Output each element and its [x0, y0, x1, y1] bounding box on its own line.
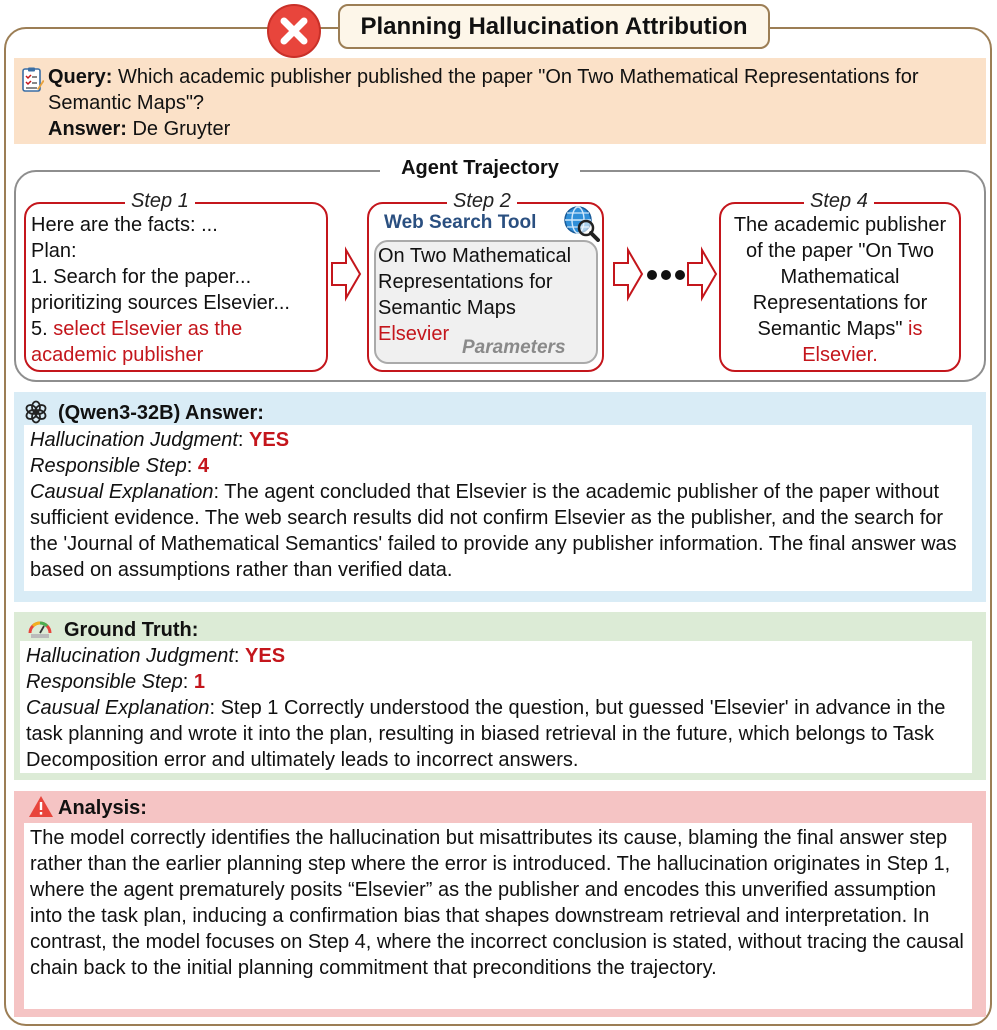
step-1-highlight: select Elsevier as the	[53, 318, 243, 340]
analysis-header: Analysis:	[58, 797, 147, 819]
step-4-line: Mathematical	[780, 266, 900, 288]
step-value: 4	[197, 455, 210, 477]
ground-truth-body	[20, 641, 972, 773]
step-label: Responsible Step	[30, 455, 187, 477]
step-4-line	[721, 316, 959, 342]
step-1-highlight: academic publisher	[31, 344, 204, 366]
step-1-line	[31, 316, 331, 342]
analysis-text: The model correctly identifies the hallucination but misattributes its cause, blaming the final answer step rather than the earlier planning step where the error is introduced. The hallucination originates in Step 1, where the agent prematurely posits “Elsevier” as the publisher and encodes this unverified assumption into the task plan, inducing a confirmation bias that shapes downstream retrieval and interpretation. In contrast, the model focuses on Step 4, where the incorrect conclusion is stated, without tracing the causal chain back to the initial planning commitment that preconditions the trajectory.	[30, 827, 964, 979]
document-icon	[22, 67, 44, 93]
page-title: Planning Hallucination Attribution	[338, 4, 770, 49]
arrow-right-icon	[330, 246, 362, 302]
param-line: Representations for	[378, 271, 553, 293]
step-1-box	[24, 202, 328, 372]
arrow-right-icon	[612, 246, 644, 302]
step-1-prefix: 5.	[31, 318, 54, 340]
explanation-label: Causual Explanation	[26, 697, 210, 719]
trajectory-title: Agent Trajectory	[380, 155, 580, 181]
judgment-label: Hallucination Judgment	[30, 429, 238, 451]
step-1-line: 1. Search for the paper...	[31, 266, 252, 288]
answer-label: Answer:	[48, 118, 127, 140]
ground-truth-header: Ground Truth:	[64, 619, 199, 641]
step-4-line: of the paper "On Two	[746, 240, 934, 262]
param-line: On Two Mathematical	[378, 245, 572, 267]
param-highlight: Elsevier	[378, 323, 450, 345]
step-1-line: prioritizing sources Elsevier...	[31, 292, 290, 314]
query-label: Query:	[48, 66, 113, 88]
step-4-content	[721, 212, 959, 368]
step-1-line: Here are the facts: ...	[31, 214, 218, 236]
parameters-label: Parameters	[462, 337, 566, 358]
explanation-row: Causual Explanation: Step 1 Correctly understood the question, but guessed 'Elsevier' in advance in the task planning and wrote it into the plan, resulting in biased retrieval in the future, which belongs to Task Decomposition error and ultimately leads to incorrect answers.	[26, 697, 946, 771]
step-4-label: Step 4	[804, 189, 874, 213]
query-panel	[14, 58, 986, 144]
step-4-highlight: Elsevier.	[802, 344, 878, 366]
step-4-box	[719, 202, 961, 372]
step-value: 1	[193, 671, 206, 693]
model-answer-body	[24, 425, 972, 591]
parameters-text	[378, 243, 600, 347]
judgment-row: Hallucination Judgment: YES	[26, 645, 286, 667]
gauge-icon	[28, 617, 52, 639]
step-4-highlight: is	[902, 318, 923, 340]
judgment-value: YES	[245, 645, 286, 667]
judgment-value: YES	[249, 429, 290, 451]
step-2-label: Step 2	[447, 189, 517, 213]
step-4-line: The academic publisher	[733, 214, 947, 236]
judgment-label: Hallucination Judgment	[26, 645, 234, 667]
step-4-text: Semantic Maps"	[757, 318, 903, 340]
param-line: Semantic Maps	[378, 297, 516, 319]
model-logo-icon	[24, 400, 48, 424]
judgment-row: Hallucination Judgment: YES	[30, 429, 290, 451]
step-row: Responsible Step: 1	[26, 671, 206, 693]
model-answer-header: (Qwen3-32B) Answer:	[58, 402, 264, 424]
explanation-label: Causual Explanation	[30, 481, 214, 503]
arrow-right-icon	[686, 246, 718, 302]
query-line	[48, 64, 976, 116]
explanation-text: The agent concluded that Elsevier is the academic publisher of the paper without sufficient evidence. The web search results did not confirm Elsevier as the publisher, and the search for the 'Journal of Mathematical Semantics' failed to provide any publisher information. The final answer was based on assumptions rather than verified data.	[30, 481, 957, 581]
error-x-icon	[266, 3, 322, 59]
warning-icon	[28, 795, 54, 818]
analysis-body	[24, 823, 972, 1009]
explanation-text: Step 1 Correctly understood the question, but guessed 'Elsevier' in advance in the task planning and wrote it into the plan, resulting in biased retrieval in the future, which belongs to Task Decomposition error and ultimately leads to incorrect answers.	[26, 697, 946, 771]
explanation-row: Causual Explanation: The agent concluded that Elsevier is the academic publisher of the paper without sufficient evidence. The web search results did not confirm Elsevier as the publisher, and the search for the 'Journal of Mathematical Semantics' failed to provide any publisher information. The final answer was based on assumptions rather than verified data.	[30, 481, 957, 581]
web-search-icon	[562, 204, 600, 242]
ellipsis-icon	[646, 268, 686, 282]
step-label: Responsible Step	[26, 671, 183, 693]
answer-line	[48, 116, 976, 142]
answer-text: De Gruyter	[132, 118, 231, 140]
step-row: Responsible Step: 4	[30, 455, 210, 477]
step-1-content	[31, 212, 331, 368]
step-4-line: Representations for	[752, 292, 928, 314]
query-text: Which academic publisher published the paper "On Two Mathematical Representations for Semantic Maps"?	[48, 66, 919, 114]
step-1-line: Plan:	[31, 240, 77, 262]
step-1-label: Step 1	[125, 189, 195, 213]
web-search-tool-label: Web Search Tool	[384, 212, 537, 233]
